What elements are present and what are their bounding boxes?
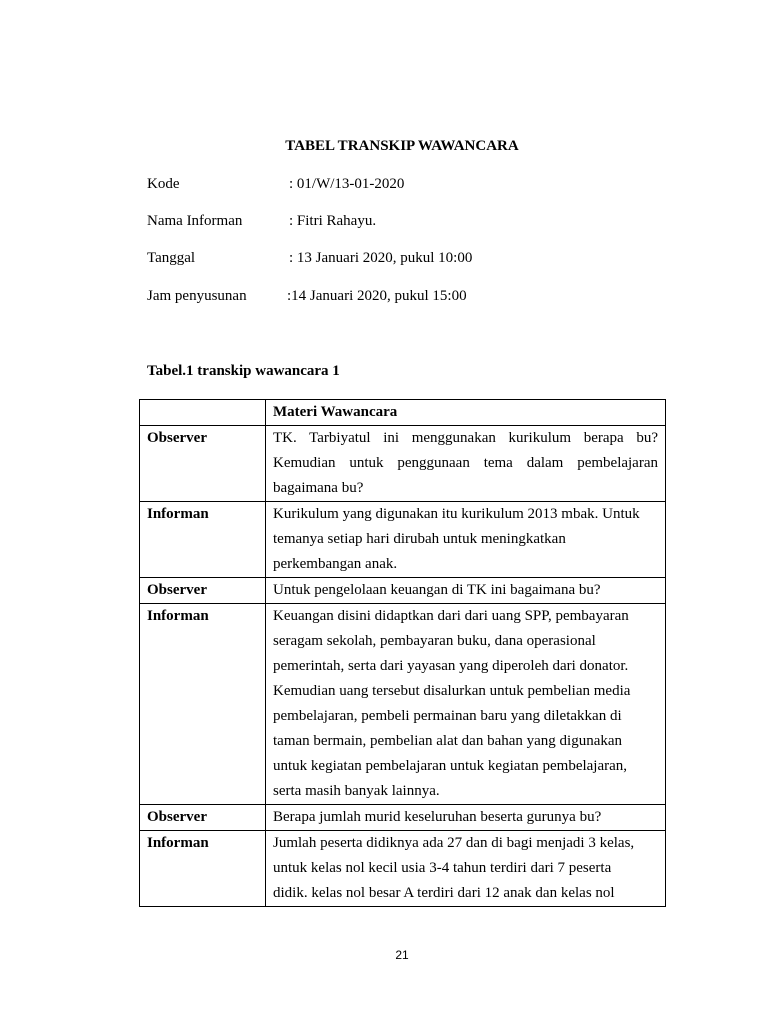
table-caption: Tabel.1 transkip wawancara 1 (147, 363, 340, 379)
document-title: TABEL TRANSKIP WAWANCARA (285, 138, 519, 154)
text-line: bagaimana bu? (273, 480, 364, 496)
text-line: untuk kelas nol kecil usia 3-4 tahun terdiri dari 7 peserta (273, 860, 612, 876)
page-number: 21 (395, 948, 409, 962)
row-role: Observer (140, 578, 266, 604)
row-role: Informan (140, 502, 266, 578)
transcript-table (139, 399, 666, 907)
row-role: Informan (140, 604, 266, 805)
text-line: Kemudian untuk penggunaan tema dalam pembelajaran (273, 455, 658, 471)
text-line: pemerintah, serta dari yayasan yang diperoleh dari donator. (273, 658, 629, 674)
table-row (140, 805, 666, 831)
header-cell-role (140, 400, 266, 426)
text-line: Berapa jumlah murid keseluruhan beserta gurunya bu? (273, 809, 602, 825)
row-text (266, 578, 666, 604)
row-role: Informan (140, 831, 266, 907)
text-line: perkembangan anak. (273, 556, 398, 572)
row-text (266, 805, 666, 831)
text-line: Kemudian uang tersebut disalurkan untuk pembelian media (273, 683, 631, 699)
text-line: TK. Tarbiyatul ini menggunakan kurikulum berapa bu? (273, 430, 658, 446)
text-line: temanya setiap hari dirubah untuk meningkatkan (273, 531, 566, 547)
row-role: Observer (140, 426, 266, 502)
meta-jam-value: :14 Januari 2020, pukul 15:00 (287, 288, 467, 304)
text-line: Kurikulum yang digunakan itu kurikulum 2013 mbak. Untuk (273, 506, 640, 522)
text-line: seragam sekolah, pembayaran buku, dana operasional (273, 633, 596, 649)
meta-tanggal-value: : 13 Januari 2020, pukul 10:00 (289, 250, 473, 266)
meta-kode-value: : 01/W/13-01-2020 (289, 176, 405, 192)
text-line: Keuangan disini didaptkan dari dari uang SPP, pembayaran (273, 608, 629, 624)
row-text (266, 426, 666, 502)
meta-jam-label: Jam penyusunan (147, 288, 247, 304)
row-text (266, 502, 666, 578)
meta-tanggal-label: Tanggal (147, 250, 196, 266)
meta-nama-label: Nama Informan (147, 213, 243, 229)
row-text (266, 604, 666, 805)
text-line: Jumlah peserta didiknya ada 27 dan di bagi menjadi 3 kelas, (273, 835, 635, 851)
text-line: taman bermain, pembelian alat dan bahan yang digunakan (273, 733, 623, 749)
table-header-row (140, 400, 666, 426)
meta-nama-value: : Fitri Rahayu. (289, 213, 377, 229)
table-row (140, 426, 666, 502)
table-row (140, 578, 666, 604)
row-text (266, 831, 666, 907)
header-cell-materi: Materi Wawancara (266, 400, 666, 426)
text-line: pembelajaran, pembeli permainan baru yang diletakkan di (273, 708, 622, 724)
text-line: Untuk pengelolaan keuangan di TK ini bagaimana bu? (273, 582, 601, 598)
text-line: serta masih banyak lainnya. (273, 783, 440, 799)
row-role: Observer (140, 805, 266, 831)
meta-kode-label: Kode (147, 176, 180, 192)
text-line: didik. kelas nol besar A terdiri dari 12 anak dan kelas nol (273, 885, 615, 901)
table-row (140, 831, 666, 907)
table-row (140, 502, 666, 578)
text-line: untuk kegiatan pembelajaran untuk kegiatan pembelajaran, (273, 758, 628, 774)
table-row (140, 604, 666, 805)
